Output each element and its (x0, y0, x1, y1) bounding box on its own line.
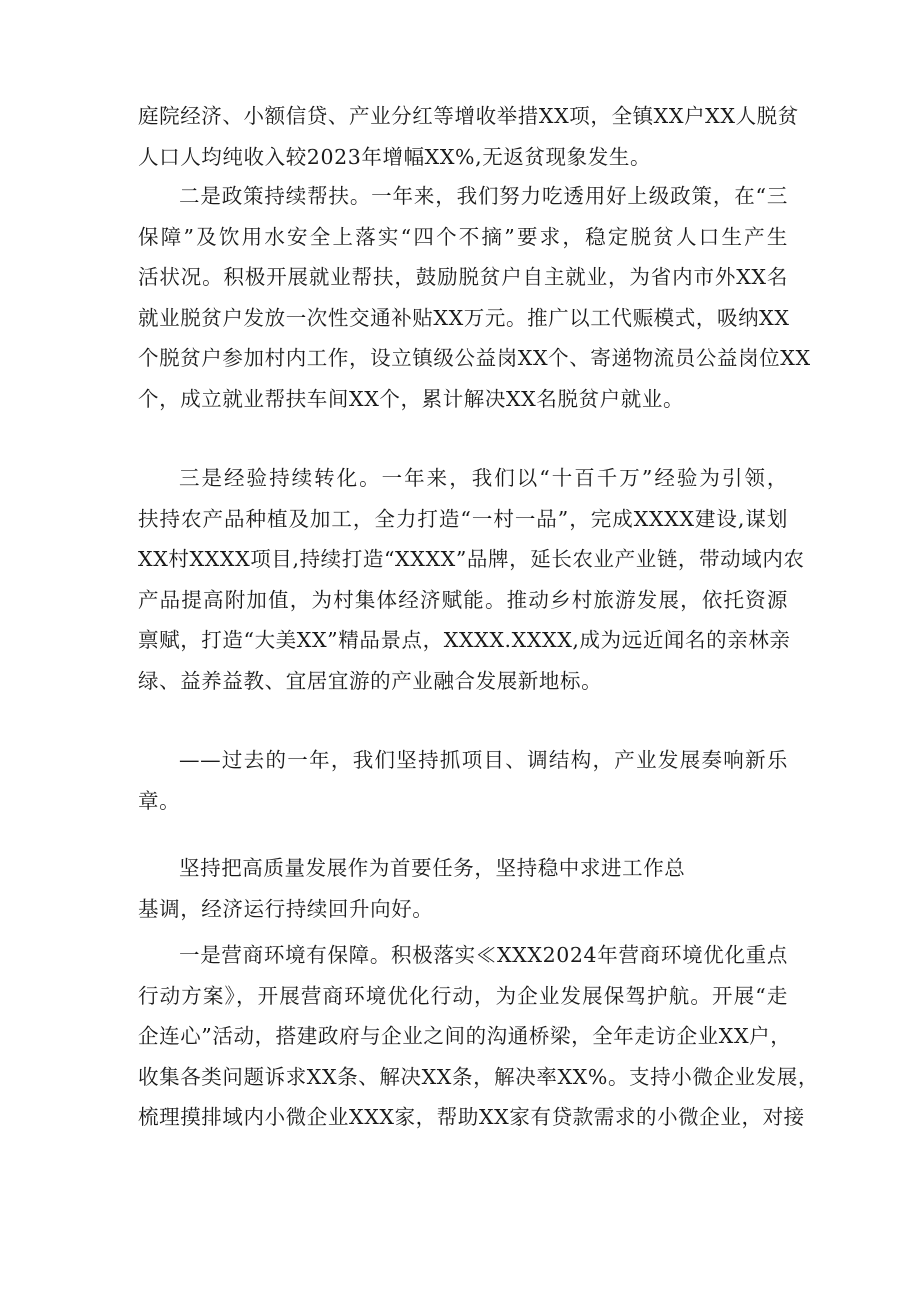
paragraph-4 (138, 740, 788, 821)
text-line: 行动方案》，开展营商环境优化行动，为企业发展保驾护航。开展“走 (138, 983, 788, 1008)
text-line: 扶持农产品种植及加工，全力打造“一村一品”，完成XXXX建设,谋划 (138, 506, 788, 531)
text-line: 庭院经济、小额信贷、产业分红等增收举措XX项，全镇XX户XX人脱贫 (138, 104, 799, 128)
text-line: ——过去的一年，我们坚持抓项目、调结构，产业发展奏响新乐 (179, 748, 788, 772)
paragraph-5 (138, 848, 708, 929)
text-line: 个，成立就业帮扶车间XX个，累计解决XX名脱贫户就业。 (138, 386, 685, 411)
text-line: 禀赋，打造“大美XX”精品景点，XXXX.XXXX,成为远近闻名的亲林亲 (138, 628, 791, 652)
paragraph-3 (138, 458, 805, 701)
paragraph-2 (138, 176, 811, 419)
text-line: 章。 (138, 788, 181, 813)
text-line: 坚持把高质量发展作为首要任务，坚持稳中求进工作总 (179, 856, 686, 880)
paragraph-1 (138, 96, 799, 177)
text-line: 一是营商环境有保障。积极落实≪XXX2024年营商环境优化重点 (179, 943, 788, 967)
text-line: 企连心”活动，搭建政府与企业之间的沟通桥梁，全年走访企业XX户， (138, 1024, 792, 1048)
text-line: 活状况。积极开展就业帮扶，鼓励脱贫户自主就业，为省内市外XX名 (138, 265, 788, 289)
text-line: 收集各类问题诉求XX条、解决XX条，解决率XX%。支持小微企业发展， (138, 1064, 819, 1089)
text-line: 个脱贫户参加村内工作，设立镇级公益岗XX个、寄递物流员公益岗位XX (138, 346, 811, 370)
text-line: 基调，经济运行持续回升向好。 (138, 896, 434, 921)
text-line: 就业脱贫户发放一次性交通补贴XX万元。推广以工代赈模式，吸纳XX (138, 305, 790, 330)
text-line: 二是政策持续帮扶。一年来，我们努力吃透用好上级政策，在“三 (179, 184, 788, 208)
paragraph-6 (138, 935, 819, 1138)
text-line: 三是经验持续转化。一年来，我们以“十百千万”经验为引领， (179, 466, 788, 490)
text-line: 绿、益养益教、宜居宜游的产业融合发展新地标。 (138, 668, 603, 693)
text-line: 梳理摸排域内小微企业XXX家，帮助XX家有贷款需求的小微企业，对接 (138, 1105, 805, 1129)
text-line: XX村XXXX项目,持续打造“XXXX”品牌，延长农业产业链，带动域内农 (138, 547, 805, 571)
text-line: 保障”及饮用水安全上落实“四个不摘”要求，稳定脱贫人口生产生 (138, 224, 788, 249)
text-line: 产品提高附加值，为村集体经济赋能。推动乡村旅游发展，依托资源 (138, 587, 788, 612)
text-line: 人口人均纯收入较2023年增幅XX%,无返贫现象发生。 (138, 144, 652, 169)
